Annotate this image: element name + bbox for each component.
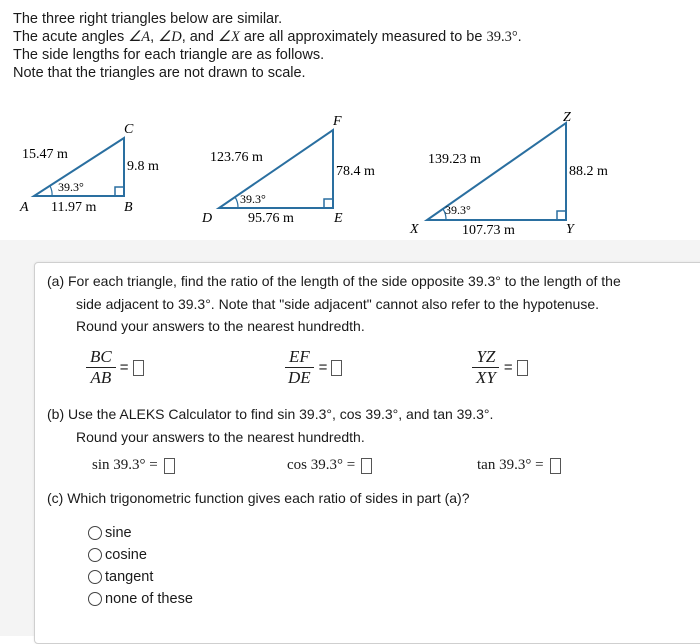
part-b-line-2: Round your answers to the nearest hundredth. <box>76 429 365 445</box>
vertex-x: X <box>410 222 419 237</box>
option-label: tangent <box>105 569 154 585</box>
hyp-label: 15.47 m <box>22 147 68 162</box>
adj-label: 107.73 m <box>462 223 515 238</box>
numerator: EF <box>285 347 314 368</box>
equals-sign: = <box>318 359 328 376</box>
vertex-y: Y <box>566 222 574 237</box>
intro-text: The acute angles <box>13 29 129 45</box>
denominator: DE <box>288 368 311 387</box>
triangle-diagrams <box>0 0 700 240</box>
part-b-line-1: (b) Use the ALEKS Calculator to find sin 39.3°, cos 39.3°, and tan 39.3°. <box>47 406 494 422</box>
radio-button[interactable] <box>88 526 102 540</box>
intro-line-4: Note that the triangles are not drawn to scale. <box>13 65 306 81</box>
angle-d: ∠D <box>158 29 182 45</box>
intro-sep: , <box>150 29 159 45</box>
option-label: cosine <box>105 547 147 563</box>
fraction <box>86 347 116 388</box>
vertex-e: E <box>334 211 343 226</box>
option-cosine[interactable] <box>88 547 147 563</box>
vertex-z: Z <box>563 110 571 125</box>
triangle-abc <box>19 122 159 215</box>
tan-label: tan 39.3° = <box>477 457 544 473</box>
fraction <box>472 347 500 388</box>
ratio-ef-de <box>284 347 342 388</box>
radio-button[interactable] <box>88 548 102 562</box>
cos-label: cos 39.3° = <box>287 457 356 473</box>
vertex-a: A <box>20 200 29 215</box>
opp-label: 9.8 m <box>127 159 159 174</box>
cos-input[interactable] <box>361 458 372 474</box>
ratio-bc-ab <box>86 347 144 388</box>
adj-label: 11.97 m <box>51 200 97 215</box>
intro-sep: , and <box>181 29 218 45</box>
vertex-b: B <box>124 200 133 215</box>
denominator: AB <box>90 368 112 387</box>
sin-input[interactable] <box>164 458 175 474</box>
option-label: none of these <box>105 591 193 607</box>
angle-value: 39.3° <box>486 29 518 45</box>
radio-button[interactable] <box>88 570 102 584</box>
equals-sign: = <box>119 359 129 376</box>
part-a-line-3: Round your answers to the nearest hundredth. <box>76 318 365 334</box>
angle-label: 39.3° <box>445 203 471 217</box>
option-tangent[interactable] <box>88 569 153 585</box>
tan-input[interactable] <box>550 458 561 474</box>
option-label: sine <box>105 525 132 541</box>
hyp-label: 139.23 m <box>428 152 481 167</box>
part-c-line-1: (c) Which trigonometric function gives each ratio of sides in part (a)? <box>47 490 470 506</box>
hyp-label: 123.76 m <box>210 150 263 165</box>
angle-label: 39.3° <box>240 192 266 206</box>
opp-label: 78.4 m <box>336 164 375 179</box>
equals-sign: = <box>503 359 513 376</box>
answer-input-yz-xy[interactable] <box>517 360 528 376</box>
vertex-d: D <box>202 211 213 226</box>
answer-input-ef-de[interactable] <box>331 360 342 376</box>
sin-row <box>92 457 175 474</box>
numerator: YZ <box>472 347 499 368</box>
part-a-line-2: side adjacent to 39.3°. Note that "side adjacent" cannot also refer to the hypotenuse. <box>76 296 599 312</box>
vertex-f: F <box>333 114 342 129</box>
part-a-line-1: (a) For each triangle, find the ratio of the length of the side opposite 39.3° to the length of the <box>47 273 621 289</box>
intro-text: are all approximately measured to be <box>239 29 487 45</box>
angle-label: 39.3° <box>58 180 84 194</box>
fraction <box>284 347 315 388</box>
angle-x: ∠X <box>217 29 240 45</box>
opp-label: 88.2 m <box>569 164 608 179</box>
cos-row <box>287 457 372 474</box>
sin-label: sin 39.3° = <box>92 457 158 473</box>
answer-input-bc-ab[interactable] <box>133 360 144 376</box>
angle-a: ∠A <box>128 29 151 45</box>
vertex-c: C <box>124 122 134 137</box>
option-sine[interactable] <box>88 525 132 541</box>
ratio-yz-xy <box>472 347 528 388</box>
triangle-xyz <box>409 110 608 238</box>
tan-row <box>477 457 561 474</box>
triangle-def <box>201 114 375 226</box>
intro-line-3: The side lengths for each triangle are as follows. <box>13 47 325 63</box>
numerator: BC <box>86 347 116 368</box>
option-none[interactable] <box>88 591 193 607</box>
intro-text: . <box>517 29 522 45</box>
adj-label: 95.76 m <box>248 211 294 226</box>
intro-line-1: The three right triangles below are similar. <box>13 11 283 27</box>
denominator: XY <box>476 368 496 387</box>
radio-button[interactable] <box>88 592 102 606</box>
